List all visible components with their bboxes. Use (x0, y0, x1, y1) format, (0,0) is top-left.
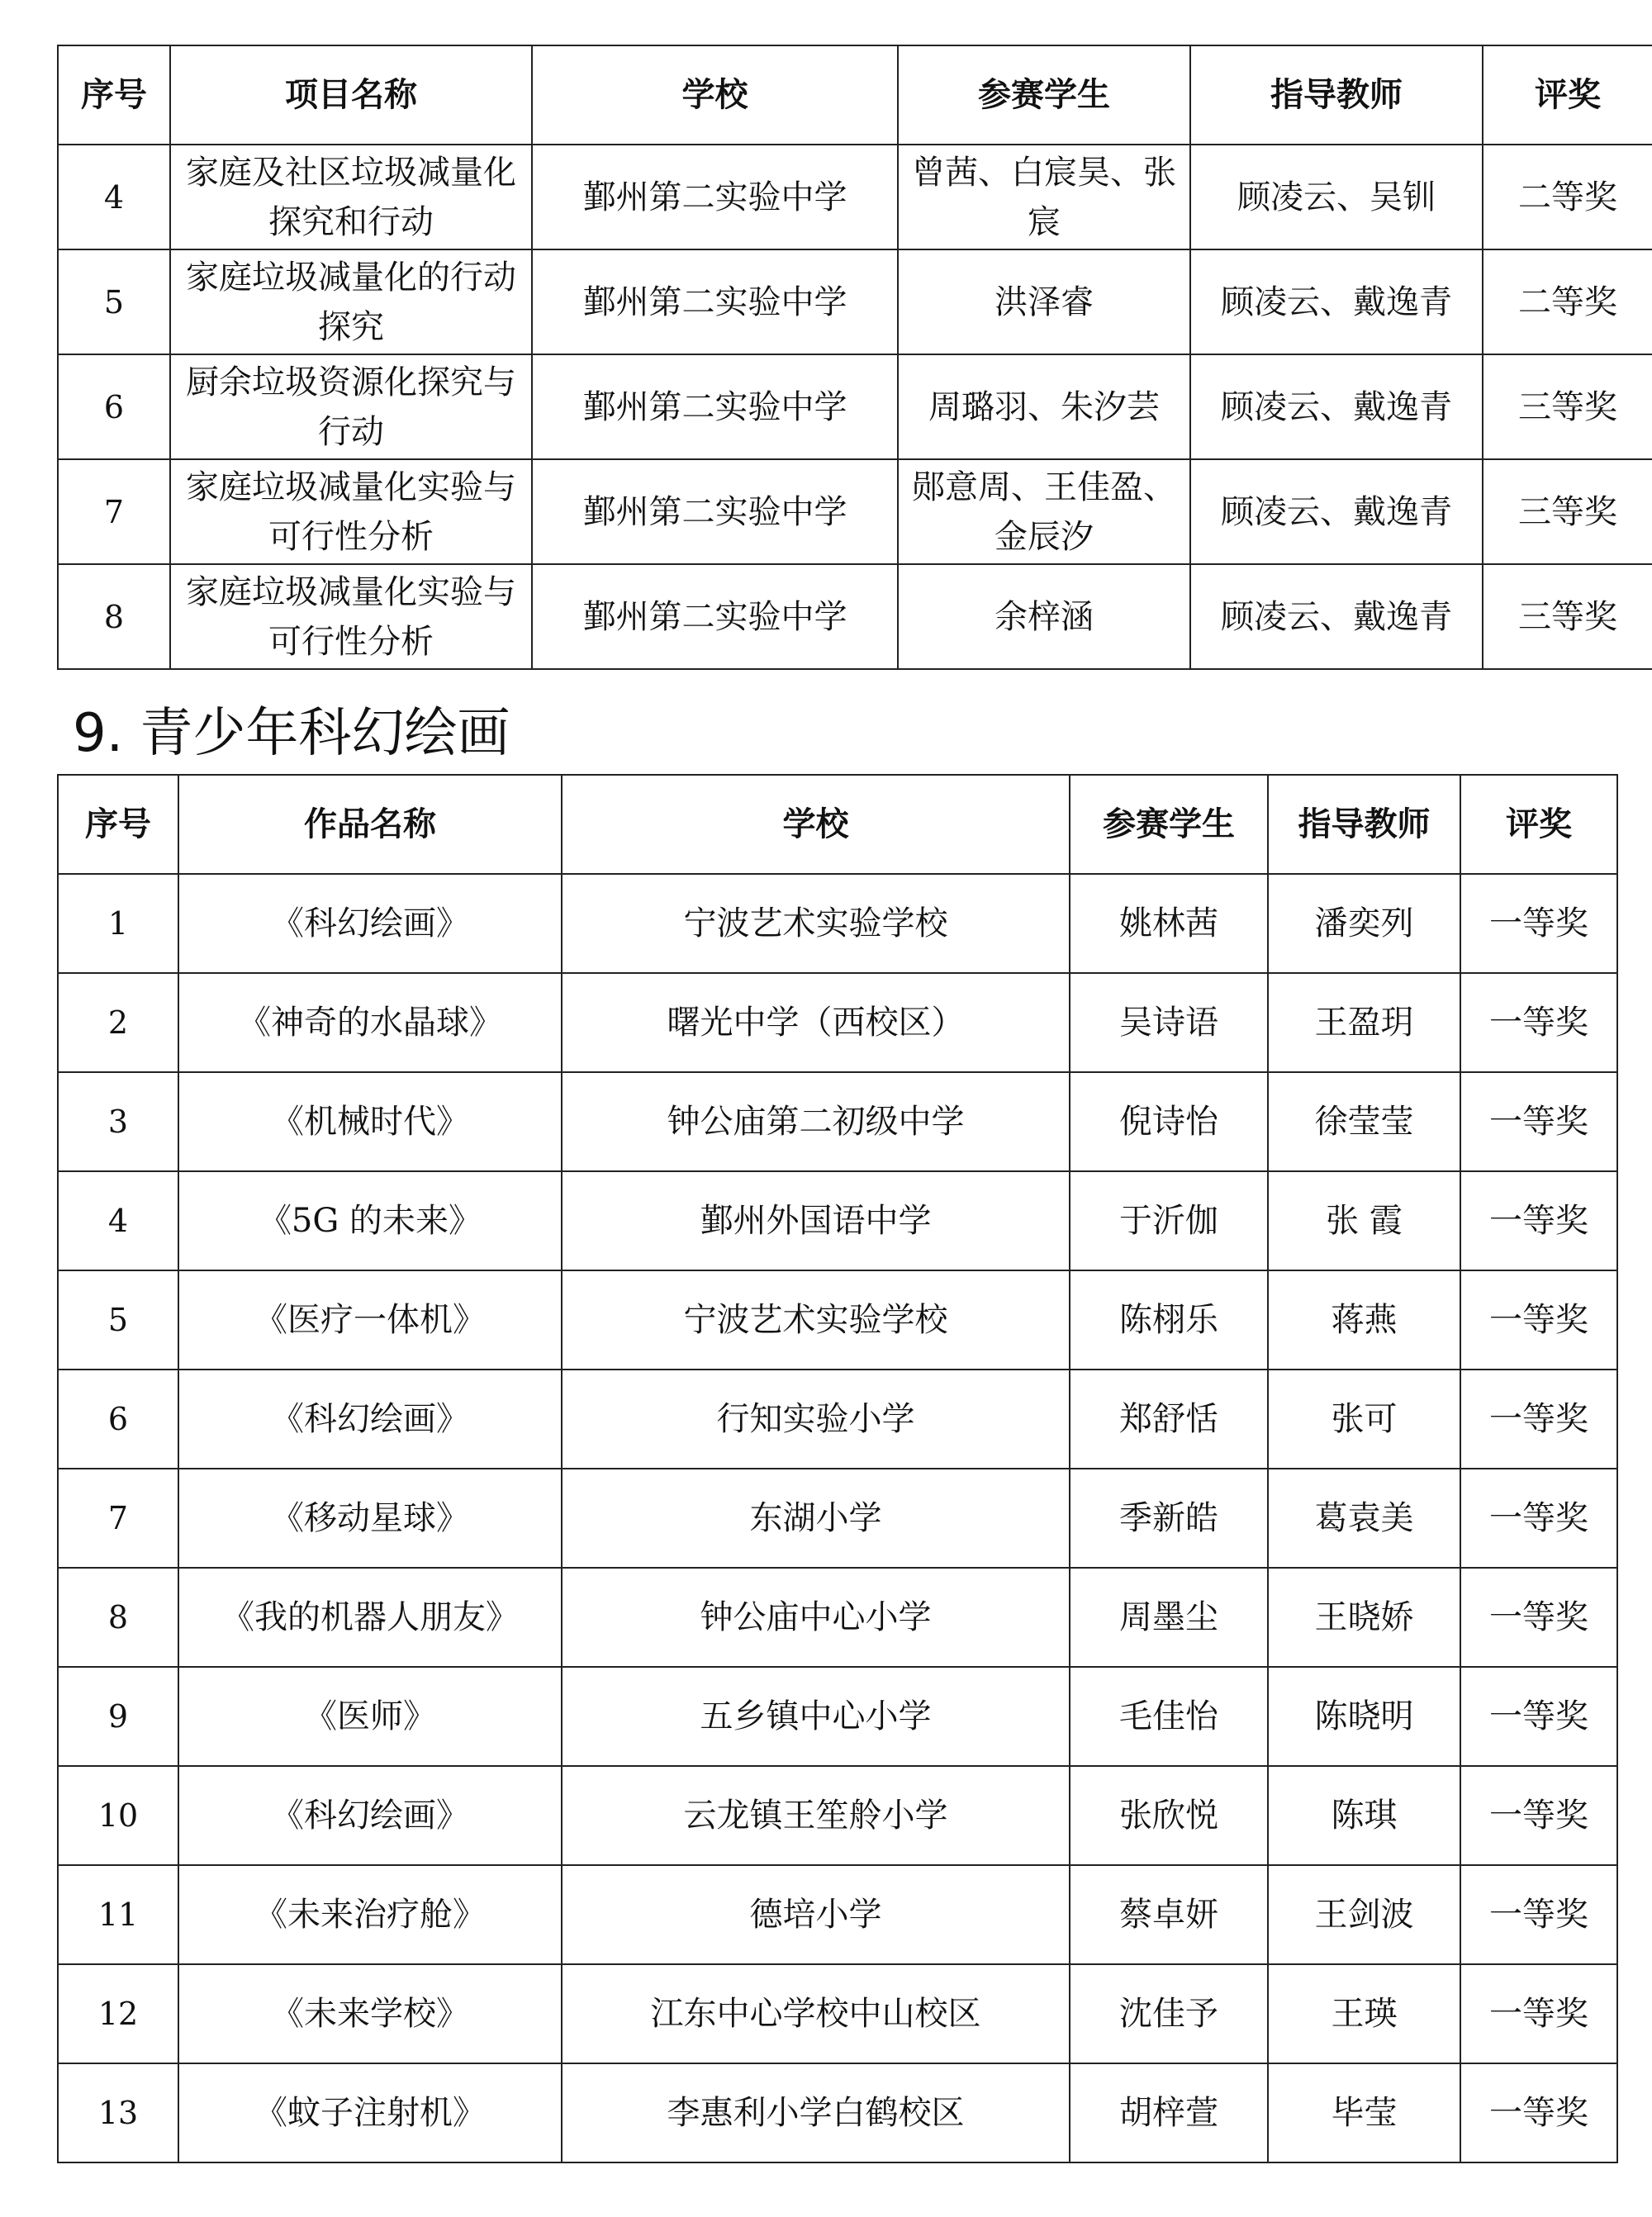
cell-school: 曙光中学（西校区） (562, 973, 1070, 1072)
cell-award: 二等奖 (1483, 145, 1652, 249)
table-row (58, 1469, 1617, 1568)
cell-teacher: 顾凌云、戴逸青 (1190, 459, 1483, 564)
cell-teacher: 陈琪 (1268, 1766, 1460, 1865)
cell-students: 毛佳怡 (1070, 1667, 1268, 1766)
header-no: 序号 (58, 775, 178, 874)
table-row (58, 1568, 1617, 1667)
cell-students: 郑舒恬 (1070, 1370, 1268, 1469)
header-students: 参赛学生 (1070, 775, 1268, 874)
cell-award: 一等奖 (1460, 973, 1617, 1072)
table-row (58, 1865, 1617, 1964)
cell-students: 洪泽睿 (898, 249, 1190, 354)
cell-teacher: 顾凌云、戴逸青 (1190, 354, 1483, 459)
cell-name: 《医疗一体机》 (178, 1270, 562, 1370)
cell-teacher: 毕莹 (1268, 2063, 1460, 2162)
awards-table-scifi-painting (57, 774, 1618, 2163)
cell-teacher: 顾凌云、戴逸青 (1190, 249, 1483, 354)
cell-award: 一等奖 (1460, 1964, 1617, 2063)
cell-award: 一等奖 (1460, 1370, 1617, 1469)
table-row (58, 1766, 1617, 1865)
cell-no: 11 (58, 1865, 178, 1964)
table-row (58, 145, 1652, 249)
table-row (58, 1667, 1617, 1766)
header-school: 学校 (562, 775, 1070, 874)
cell-teacher: 徐莹莹 (1268, 1072, 1460, 1171)
cell-students: 余梓涵 (898, 564, 1190, 669)
cell-school: 德培小学 (562, 1865, 1070, 1964)
header-award: 评奖 (1460, 775, 1617, 874)
cell-no: 12 (58, 1964, 178, 2063)
header-teacher: 指导教师 (1268, 775, 1460, 874)
cell-no: 8 (58, 1568, 178, 1667)
cell-school: 鄞州外国语中学 (562, 1171, 1070, 1270)
cell-award: 三等奖 (1483, 354, 1652, 459)
table-row (58, 1270, 1617, 1370)
header-work-name: 作品名称 (178, 775, 562, 874)
cell-students: 陈栩乐 (1070, 1270, 1268, 1370)
table-row (58, 1964, 1617, 2063)
header-school: 学校 (532, 45, 898, 145)
cell-school: 鄞州第二实验中学 (532, 354, 898, 459)
table-row (58, 249, 1652, 354)
header-teacher: 指导教师 (1190, 45, 1483, 145)
table-row (58, 2063, 1617, 2162)
cell-teacher: 张 霞 (1268, 1171, 1460, 1270)
cell-teacher: 王瑛 (1268, 1964, 1460, 2063)
cell-name: 《未来学校》 (178, 1964, 562, 2063)
cell-award: 一等奖 (1460, 1865, 1617, 1964)
header-project-name: 项目名称 (170, 45, 532, 145)
cell-no: 4 (58, 145, 170, 249)
table-row (58, 1370, 1617, 1469)
table-row (58, 1171, 1617, 1270)
cell-school: 五乡镇中心小学 (562, 1667, 1070, 1766)
cell-teacher: 王剑波 (1268, 1865, 1460, 1964)
cell-no: 1 (58, 874, 178, 973)
cell-teacher: 顾凌云、吴钏 (1190, 145, 1483, 249)
cell-no: 6 (58, 354, 170, 459)
cell-students: 张欣悦 (1070, 1766, 1268, 1865)
cell-teacher: 蒋燕 (1268, 1270, 1460, 1370)
cell-teacher: 王盈玥 (1268, 973, 1460, 1072)
cell-no: 7 (58, 459, 170, 564)
cell-school: 鄞州第二实验中学 (532, 249, 898, 354)
cell-students: 沈佳予 (1070, 1964, 1268, 2063)
cell-name: 《机械时代》 (178, 1072, 562, 1171)
cell-no: 5 (58, 1270, 178, 1370)
cell-name: 《科幻绘画》 (178, 1766, 562, 1865)
cell-school: 钟公庙第二初级中学 (562, 1072, 1070, 1171)
cell-name: 家庭垃圾减量化的行动探究 (170, 249, 532, 354)
table-row (58, 1072, 1617, 1171)
cell-teacher: 葛袁美 (1268, 1469, 1460, 1568)
cell-name: 《5G 的未来》 (178, 1171, 562, 1270)
cell-no: 8 (58, 564, 170, 669)
table-header-row (58, 775, 1617, 874)
cell-students: 倪诗怡 (1070, 1072, 1268, 1171)
cell-name: 《神奇的水晶球》 (178, 973, 562, 1072)
cell-school: 鄞州第二实验中学 (532, 145, 898, 249)
cell-school: 钟公庙中心小学 (562, 1568, 1070, 1667)
cell-name: 《移动星球》 (178, 1469, 562, 1568)
cell-school: 宁波艺术实验学校 (562, 1270, 1070, 1370)
cell-no: 3 (58, 1072, 178, 1171)
table-header-row (58, 45, 1652, 145)
table-row (58, 874, 1617, 973)
cell-name: 厨余垃圾资源化探究与行动 (170, 354, 532, 459)
cell-teacher: 潘奕列 (1268, 874, 1460, 973)
cell-name: 《医师》 (178, 1667, 562, 1766)
table-row (58, 973, 1617, 1072)
cell-students: 季新皓 (1070, 1469, 1268, 1568)
cell-school: 李惠利小学白鹤校区 (562, 2063, 1070, 2162)
header-no: 序号 (58, 45, 170, 145)
cell-no: 6 (58, 1370, 178, 1469)
cell-no: 13 (58, 2063, 178, 2162)
cell-award: 一等奖 (1460, 2063, 1617, 2162)
cell-award: 一等奖 (1460, 1072, 1617, 1171)
cell-students: 吴诗语 (1070, 973, 1268, 1072)
cell-school: 宁波艺术实验学校 (562, 874, 1070, 973)
cell-school: 东湖小学 (562, 1469, 1070, 1568)
cell-name: 家庭垃圾减量化实验与可行性分析 (170, 459, 532, 564)
cell-school: 鄞州第二实验中学 (532, 459, 898, 564)
cell-teacher: 陈晓明 (1268, 1667, 1460, 1766)
cell-name: 《我的机器人朋友》 (178, 1568, 562, 1667)
header-students: 参赛学生 (898, 45, 1190, 145)
cell-school: 行知实验小学 (562, 1370, 1070, 1469)
section-title: 9. 青少年科幻绘画 (73, 703, 510, 764)
header-award: 评奖 (1483, 45, 1652, 145)
cell-students: 胡梓萱 (1070, 2063, 1268, 2162)
cell-school: 江东中心学校中山校区 (562, 1964, 1070, 2063)
awards-table-previous (57, 45, 1652, 670)
cell-name: 《未来治疗舱》 (178, 1865, 562, 1964)
cell-students: 周墨尘 (1070, 1568, 1268, 1667)
cell-award: 一等奖 (1460, 1171, 1617, 1270)
cell-no: 7 (58, 1469, 178, 1568)
cell-name: 《科幻绘画》 (178, 874, 562, 973)
cell-students: 郧意周、王佳盈、金辰汐 (898, 459, 1190, 564)
cell-award: 一等奖 (1460, 1469, 1617, 1568)
cell-school: 鄞州第二实验中学 (532, 564, 898, 669)
cell-award: 一等奖 (1460, 1568, 1617, 1667)
table-row (58, 354, 1652, 459)
cell-award: 三等奖 (1483, 564, 1652, 669)
table-row (58, 459, 1652, 564)
cell-no: 9 (58, 1667, 178, 1766)
cell-name: 《科幻绘画》 (178, 1370, 562, 1469)
cell-students: 于沂伽 (1070, 1171, 1268, 1270)
cell-award: 一等奖 (1460, 874, 1617, 973)
cell-no: 4 (58, 1171, 178, 1270)
cell-name: 家庭及社区垃圾减量化探究和行动 (170, 145, 532, 249)
cell-students: 蔡卓妍 (1070, 1865, 1268, 1964)
cell-no: 10 (58, 1766, 178, 1865)
cell-students: 曾茜、白宸昊、张宸 (898, 145, 1190, 249)
cell-teacher: 张可 (1268, 1370, 1460, 1469)
cell-name: 《蚊子注射机》 (178, 2063, 562, 2162)
cell-no: 5 (58, 249, 170, 354)
table-row (58, 564, 1652, 669)
cell-award: 一等奖 (1460, 1667, 1617, 1766)
cell-award: 一等奖 (1460, 1270, 1617, 1370)
cell-award: 二等奖 (1483, 249, 1652, 354)
cell-name: 家庭垃圾减量化实验与可行性分析 (170, 564, 532, 669)
cell-no: 2 (58, 973, 178, 1072)
cell-teacher: 顾凌云、戴逸青 (1190, 564, 1483, 669)
cell-school: 云龙镇王笙舲小学 (562, 1766, 1070, 1865)
cell-award: 一等奖 (1460, 1766, 1617, 1865)
cell-students: 周璐羽、朱汐芸 (898, 354, 1190, 459)
cell-students: 姚林茜 (1070, 874, 1268, 973)
cell-teacher: 王晓娇 (1268, 1568, 1460, 1667)
cell-award: 三等奖 (1483, 459, 1652, 564)
